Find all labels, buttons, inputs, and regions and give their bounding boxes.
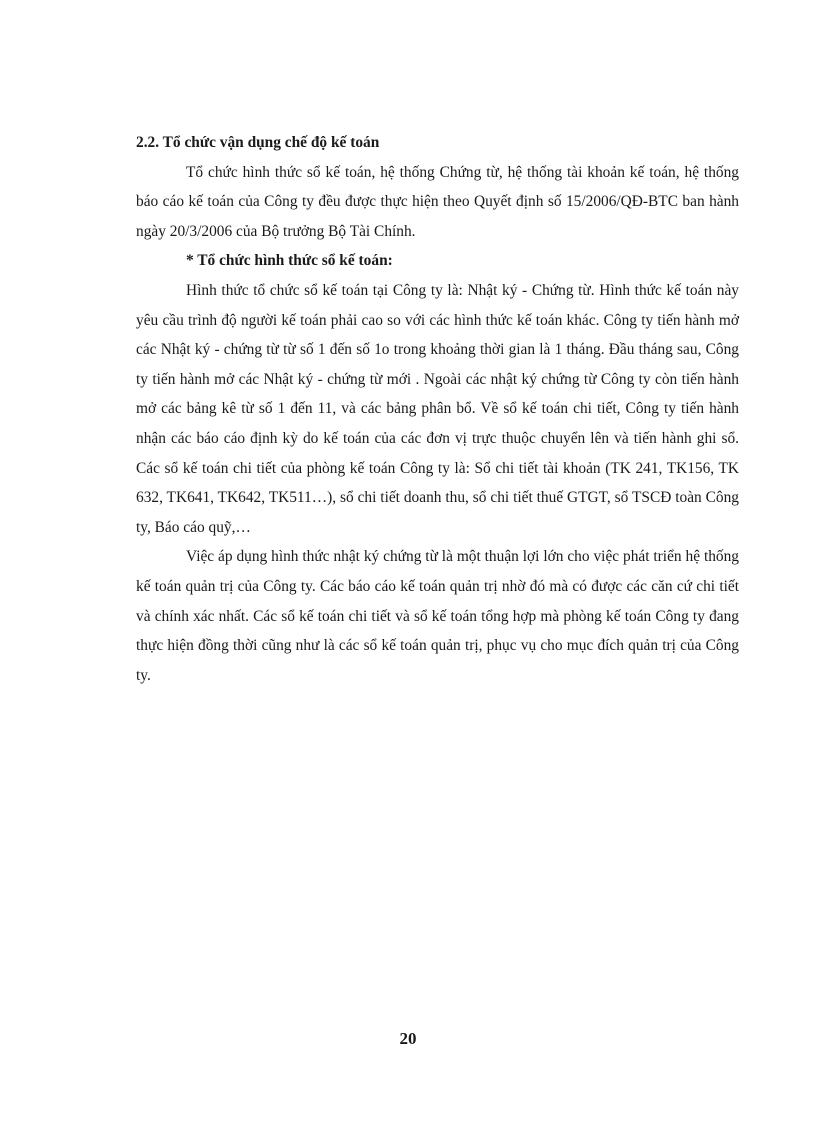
intro-paragraph: Tổ chức hình thức sổ kế toán, hệ thống Chứng từ, hệ thống tài khoản kế toán, hệ thống báo cáo kế toán của Công ty đều được thực hiện theo Quyết định số 15/2006/QĐ-BTC ban hành ngày 20/3/2006 của Bộ trưởng Bộ Tài Chính. [136, 163, 739, 240]
section-heading: 2.2. Tổ chức vận dụng chế độ kế toán [136, 134, 380, 151]
subsection-heading: * Tổ chức hình thức sổ kế toán: [186, 252, 393, 270]
body-paragraph-2: Việc áp dụng hình thức nhật ký chứng từ là một thuận lợi lớn cho việc phát triển hệ thống kế toán quản trị của Công ty. Các báo cáo kế toán quản trị nhờ đó mà có được các căn cứ chi tiết và chính xác nhất. Các sổ kế toán chi tiết và sổ kế toán tổng hợp mà phòng kế toán Công ty đang thực hiện đồng thời cũng như là các sổ kế toán quản trị, phục vụ cho mục đích quản trị của Công ty. [136, 548, 739, 684]
page-number: 20 [399, 1029, 417, 1048]
body-paragraph-1: Hình thức tổ chức sổ kế toán tại Công ty là: Nhật ký - Chứng từ. Hình thức kế toán này yêu cầu trình độ người kế toán phải cao so với các hình thức kế toán khác. Công ty tiến hành mở các Nhật ký - chứng từ từ số 1 đến số 1o trong khoảng thời gian là 1 tháng. Đầu tháng sau, Công ty tiến hành mở các Nhật ký - chứng từ mới . Ngoài các nhật ký chứng từ Công ty còn tiến hành mở các bảng kê từ số 1 đến 11, và các bảng phân bổ. Về sổ kế toán chi tiết, Công ty tiến hành nhận các báo cáo định kỳ do kế toán của các đơn vị trực thuộc chuyển lên và tiến hành ghi sổ. Các sổ kế toán chi tiết của phòng kế toán Công ty là: Sổ chi tiết tài khoản (TK 241, TK156, TK 632, TK641, TK642, TK511…), sổ chi tiết doanh thu, sổ chi tiết thuế GTGT, sổ TSCĐ toàn Công ty, Báo cáo quỹ,… [136, 281, 739, 536]
page-content [136, 128, 739, 690]
